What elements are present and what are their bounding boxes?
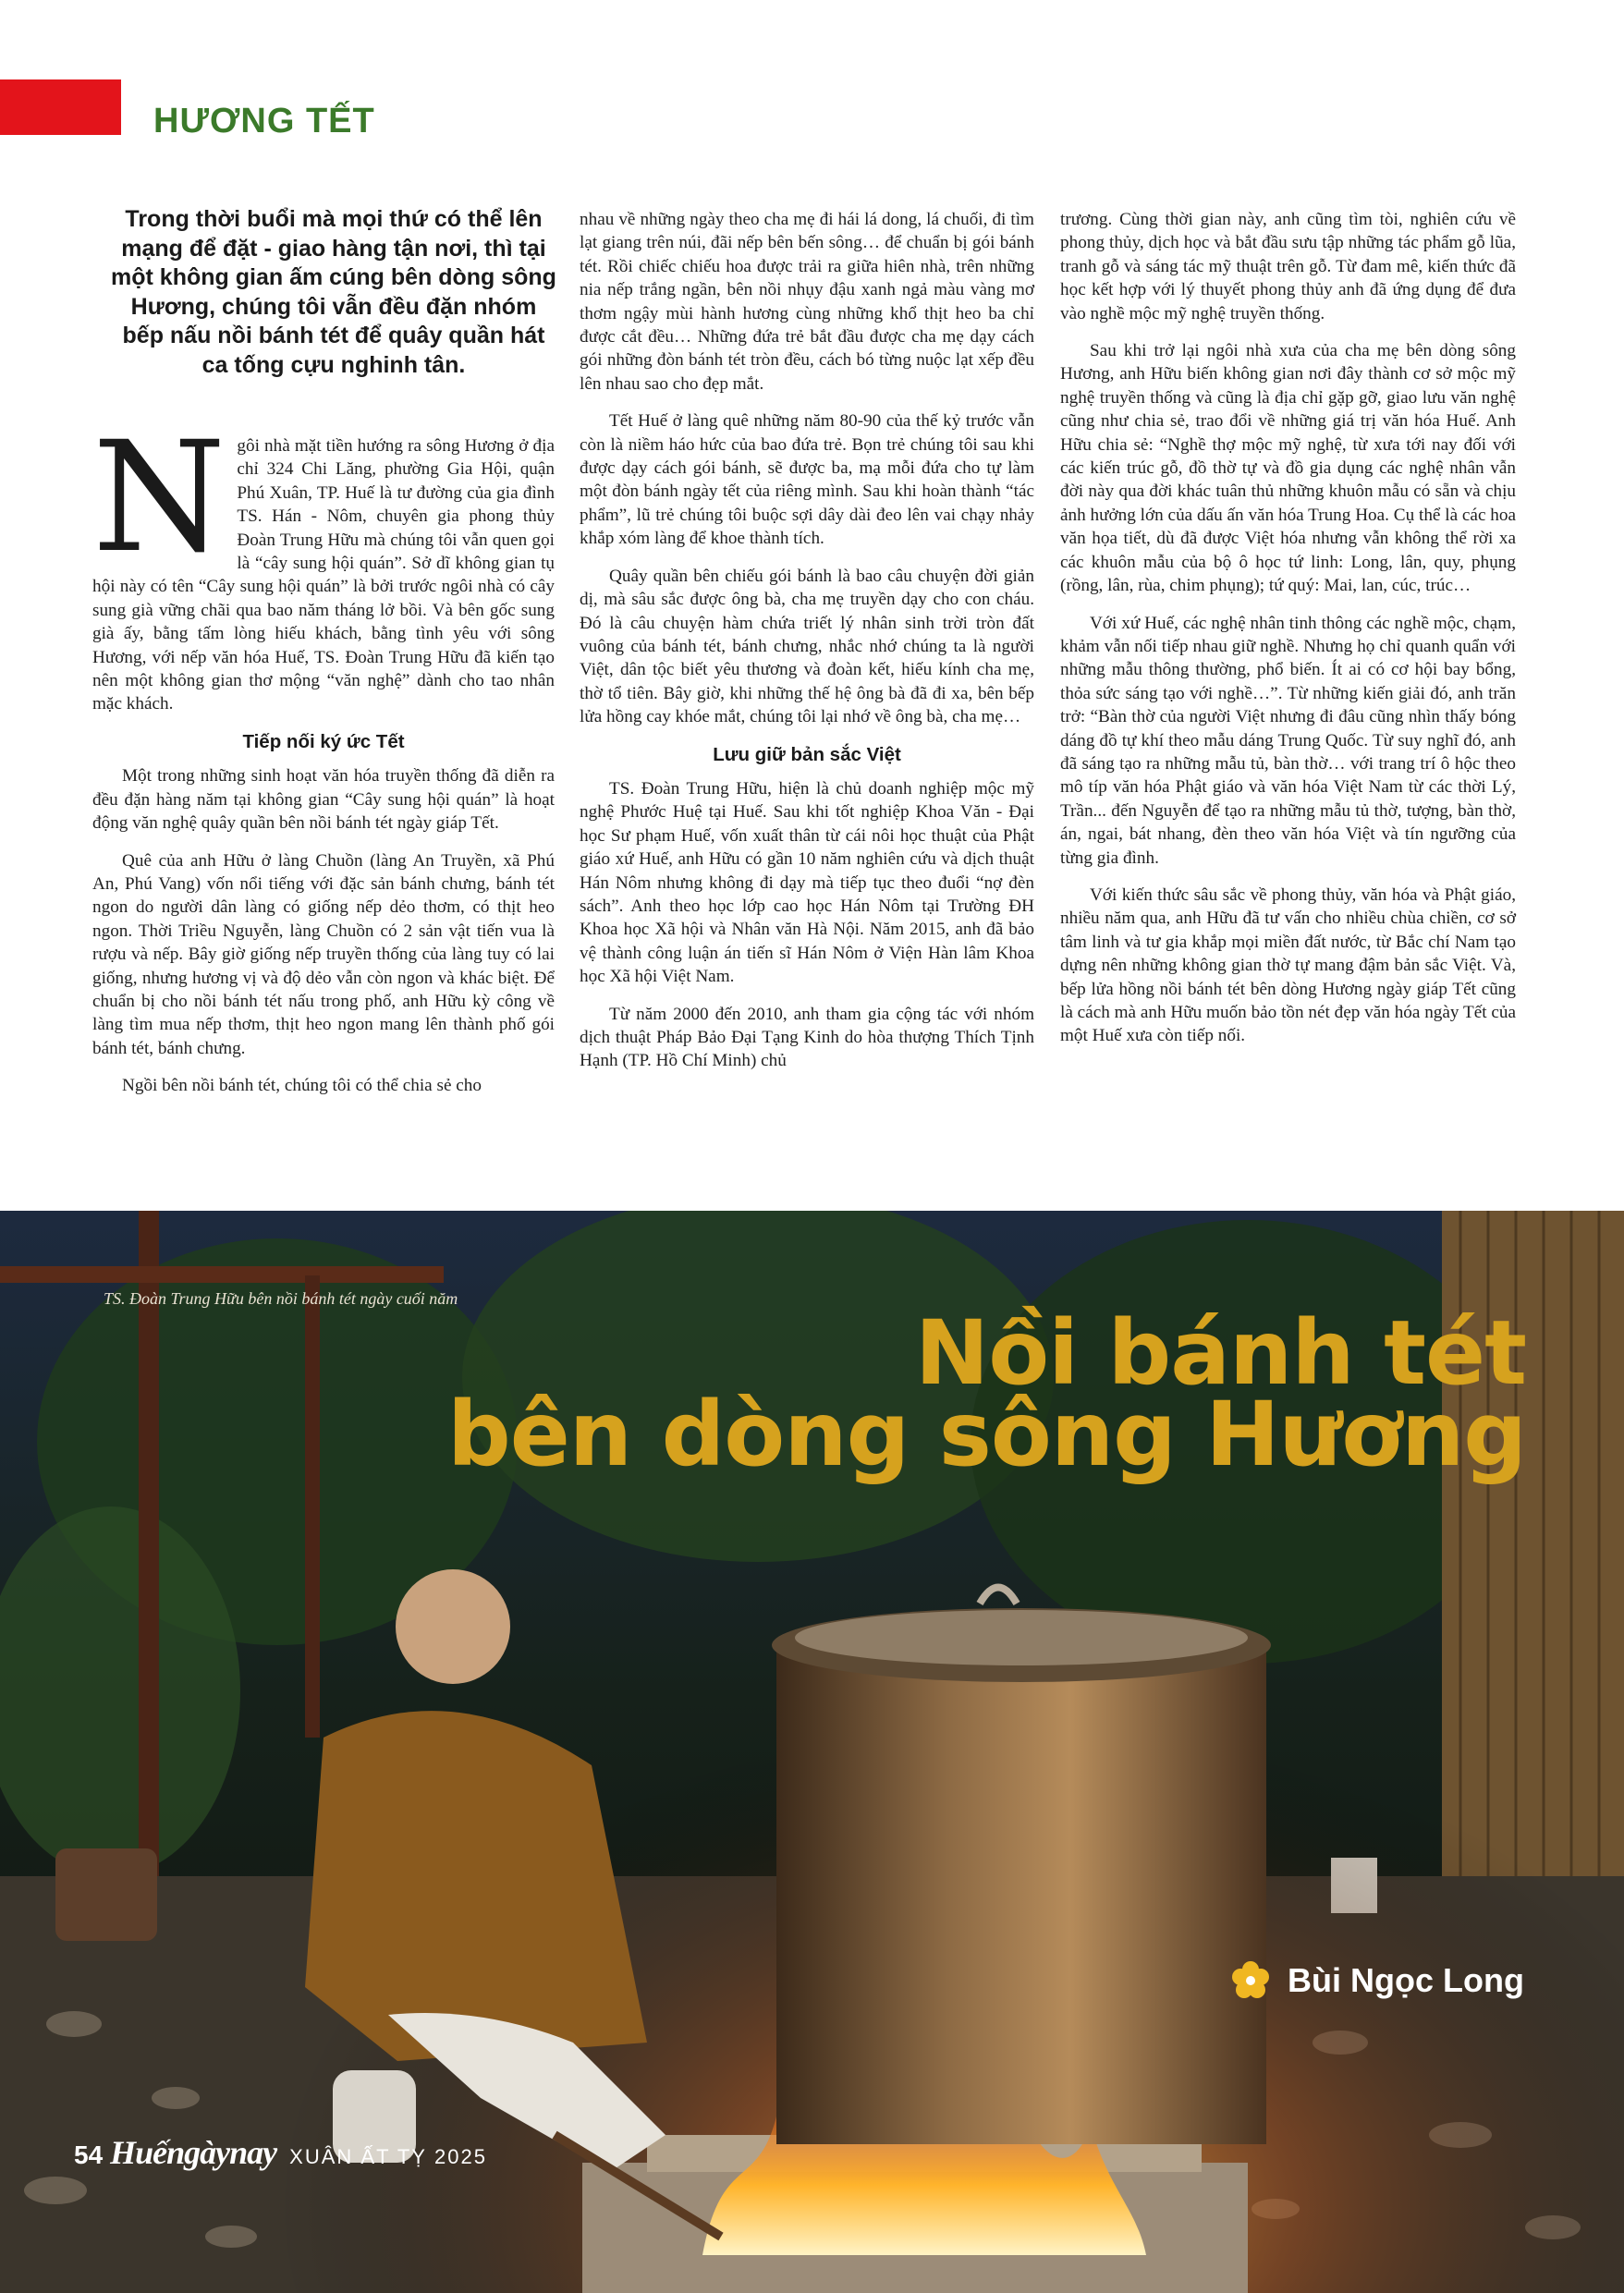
- paragraph: Ngôi nhà mặt tiền hướng ra sông Hương ở địa chỉ 324 Chi Lăng, phường Gia Hội, quận Phú Xuân, TP. Huế là tư đường của gia đình TS. Hán - Nôm, chuyên gia phong thủy Đoàn Trung Hữu mà chúng tôi vẫn quen gọi là “cây sung hội quán”. Sở dĩ không gian tụ hội này có tên “Cây sung hội quán” là bởi trước ngôi nhà có cây sung già vững chãi qua bao năm tháng lở bồi. Và bên gốc sung già ấy, bằng tấm lòng hiếu khách, bằng tình yêu với sông Hương, với nếp văn hóa Huế, TS. Đoàn Trung Hữu đã kiến tạo nên một không gian thơ mộng “văn nghệ” dành cho tao nhân mặc khách.: [92, 409, 555, 714]
- article-column-3: [1060, 208, 1516, 1062]
- drop-cap: N: [92, 409, 226, 586]
- paragraph: Từ năm 2000 đến 2010, anh tham gia cộng tác với nhóm dịch thuật Pháp Bảo Đại Tạng Kinh do hòa thượng Thích Tịnh Hạnh (TP. Hồ Chí Minh) chủ: [580, 1004, 1034, 1071]
- section-title: HƯƠNG TẾT: [153, 102, 375, 140]
- paragraph: TS. Đoàn Trung Hữu, hiện là chủ doanh nghiệp mộc mỹ nghệ Phước Huệ tại Huế. Sau khi tốt nghiệp Khoa Văn - Đại học Sư phạm Huế, vốn xuất thân từ cái nôi học thuật của Phật giáo xứ Huế, anh Hữu có gần 10 năm nghiên cứu và dịch thuật Hán Nôm nhưng không đi dạy mà tiếp tục theo đuổi “nợ đèn sách”. Anh theo học lớp cao học Hán Nôm tại Trường ĐH Khoa học Xã hội và Nhân văn Hà Nội. Năm 2015, anh đã bảo vệ thành công luận án tiến sĩ Hán Nôm ở Viện Hàn lâm Khoa học Xã hội Việt Nam.: [580, 778, 1034, 987]
- paragraph: Với kiến thức sâu sắc về phong thủy, văn hóa và Phật giáo, nhiều năm qua, anh Hữu đã tư vấn cho nhiều chùa chiền, cơ sở tâm linh và tư gia khắp mọi miền đất nước, từ Bắc chí Nam tạo dựng nên những không gian thờ tự mang đậm bản sắc Việt. Và, bếp lửa hồng nồi bánh tét bên dòng Hương ngày giáp Tết cũng là cách mà anh Hữu muốn bảo tồn nét đẹp văn hóa ngày Tết của một Huế xưa còn tiếp nối.: [1060, 884, 1516, 1046]
- paragraph: Quê của anh Hữu ở làng Chuồn (làng An Truyền, xã Phú An, Phú Vang) vốn nổi tiếng với đặc sản bánh chưng, bánh tét ngon do người dân làng có giống nếp dẻo thơm, có thịt heo ngon. Thời Triều Nguyễn, làng Chuồn có 2 sản vật tiến vua là rượu và nếp. Bây giờ giống nếp truyền thống của làng tuy có lai giống, nhưng hương vị và độ dẻo vẫn còn ngon và khác biệt. Để chuẩn bị cho nồi bánh tét nấu trong phố, anh Hữu kỳ công về làng tìm mua nếp thơm, thịt heo ngon mang lên thành phố gói bánh tét, bánh chưng.: [92, 850, 555, 1058]
- magazine-logo: Huếngàynay: [110, 2134, 277, 2171]
- flower-icon: [1230, 1960, 1271, 2001]
- paragraph: Một trong những sinh hoạt văn hóa truyền thống đã diễn ra đều đặn hàng năm tại không gian “Cây sung hội quán” là hoạt động văn nghệ quây quần bên nồi bánh tét ngày giáp Tết.: [92, 766, 555, 834]
- paragraph: nhau về những ngày theo cha mẹ đi hái lá dong, lá chuối, đi tìm lạt giang trên núi, đãi nếp bên bến sông… để chuẩn bị gói bánh tét. Rồi chiếc chiếu hoa được trải ra giữa hiên nhà, trên những nia nếp trắng ngần, bên nồi nhụy đậu xanh ngả màu vàng mơ thơm ngậy mùi hành hương cùng những khổ thịt heo ba chỉ được cắt đều… Những đứa trẻ bắt đầu được cha mẹ dạy cách gói những đòn bánh tét tròn đều, cách bó từng nuộc lạt xếp đều lên nhau sao cho đẹp mắt.: [580, 210, 1034, 394]
- article-column-2: [580, 208, 1034, 1087]
- headline-line-1: Nồi bánh tét: [914, 1301, 1526, 1405]
- article-column-1: [92, 409, 555, 1112]
- paragraph: Sau khi trở lại ngôi nhà xưa của cha mẹ bên dòng sông Hương, anh Hữu biến không gian nơi đây thành cơ sở mộc mỹ nghệ truyền thống và cũng là địa chỉ gặp gỡ, giao lưu văn nghệ cũng như chia sẻ, trao đổi về những giá trị văn hóa Huế. Anh Hữu chia sẻ: “Nghề thợ mộc mỹ nghệ, từ xưa tới nay đối với các kiến trúc gỗ, đồ thờ tự và đồ gia dụng các nghệ nhân vẫn đời này qua đời khác tuân thủ những khuôn mẫu có sẵn và chịu ảnh hưởng lớn của dấu ấn văn hóa Trung Hoa. Cụ thể là các hoa văn họa tiết, dù đã được Việt hóa nhưng vẫn không thể rời xa các khuôn mẫu của bộ ô học tứ linh: Long, lân, quy, phụng (rồng, lân, rùa, chim phụng); tứ quý: Mai, lan, cúc, trúc…: [1060, 341, 1516, 596]
- page-number: 54: [74, 2141, 104, 2169]
- paragraph: Ngồi bên nồi bánh tét, chúng tôi có thể chia sẻ cho: [122, 1076, 482, 1096]
- headline-line-2: bên dòng sông Hương: [446, 1383, 1526, 1486]
- issue-label: XUÂN ẤT TỴ 2025: [289, 2145, 488, 2168]
- section-color-block: [0, 79, 121, 135]
- paragraph: Quây quần bên chiếu gói bánh là bao câu chuyện đời giản dị, mà sâu sắc được ông bà, cha mẹ truyền dạy cho con cháu. Đó là câu chuyện hàm chứa triết lý nhân sinh trời tròn đất vuông của bánh tét, bánh chưng, nhắc nhớ chúng ta là người Việt, dân tộc biết yêu thương và đoàn kết, hiếu kính cha mẹ, thờ tổ tiên. Bây giờ, khi những thế hệ ông bà đã đi xa, bên bếp lửa hồng cay khóe mắt, chúng tôi lại nhớ về ông bà, cha mẹ…: [580, 566, 1034, 727]
- photo-caption: TS. Đoàn Trung Hữu bên nồi bánh tét ngày cuối năm: [104, 1289, 458, 1308]
- author-byline: [1230, 1958, 1524, 2004]
- paragraph: Tết Huế ở làng quê những năm 80-90 của thế kỷ trước vẫn còn là niềm háo hức của bao đứa trẻ. Bọn trẻ chúng tôi sau khi được dạy cách gói bánh, sẽ được ba, mạ mỗi đứa cho tự làm một đòn bánh ngày tết của riêng mình. Sau khi hoàn thành “tác phẩm”, lũ trẻ chúng tôi buộc sợi dây dài đeo lên vai chạy nhảy khắp xóm làng để khoe thành tích.: [580, 411, 1034, 549]
- subheading: Tiếp nối ký ức Tết: [242, 730, 405, 752]
- subheading: Lưu giữ bản sắc Việt: [713, 743, 901, 765]
- page-footer: [74, 2133, 487, 2172]
- paragraph: Với xứ Huế, các nghệ nhân tinh thông các nghề mộc, chạm, khảm vẫn nối tiếp nhau giữ nghề. Nhưng họ chỉ quanh quẩn với những mẫu thông thường, phổ biến. Ít ai có cơ hội bay bổng, thỏa sức sáng tạo với nghề…”. Từ những kiến giải đó, anh trăn trở: “Bàn thờ của người Việt nhưng đi đâu cũng nhìn thấy bóng dáng đồ tự khí theo mẫu dáng Trung Quốc. Từ suy nghĩ đó, anh đã sáng tạo ra những mẫu tủ, bàn thờ… với trang trí ô hộc theo mô típ văn hóa Phật giáo và văn hóa Việt Nam từ các thời Lý, Trần... đến Nguyễn để tạo ra những mẫu tủ thờ, tượng, bàn thờ, án, ngai, bát nhang, đèn theo văn hóa Việt và tín ngưỡng của từng gia đình.: [1060, 613, 1516, 868]
- article-headline: [446, 1301, 1526, 1486]
- author-name: Bùi Ngọc Long: [1288, 1961, 1524, 1999]
- paragraph: trương. Cùng thời gian này, anh cũng tìm tòi, nghiên cứu về phong thủy, dịch học và bắt đầu sưu tập những tác phẩm gỗ lũa, tranh gỗ và sáng tác mỹ thuật trên gỗ. Từ đam mê, kiến thức đã học kết hợp với lý thuyết phong thủy anh đã ứng dụng để đưa vào nghề mộc mỹ nghệ truyền thống.: [1060, 210, 1516, 323]
- lead-paragraph: Trong thời buổi mà mọi thứ có thể lên mạng để đặt - giao hàng tận nơi, thì tại một không gian ấm cúng bên dòng sông Hương, chúng tôi vẫn đều đặn nhóm bếp nấu nồi bánh tét để quây quần hát ca tống cựu nghinh tân.: [111, 206, 556, 378]
